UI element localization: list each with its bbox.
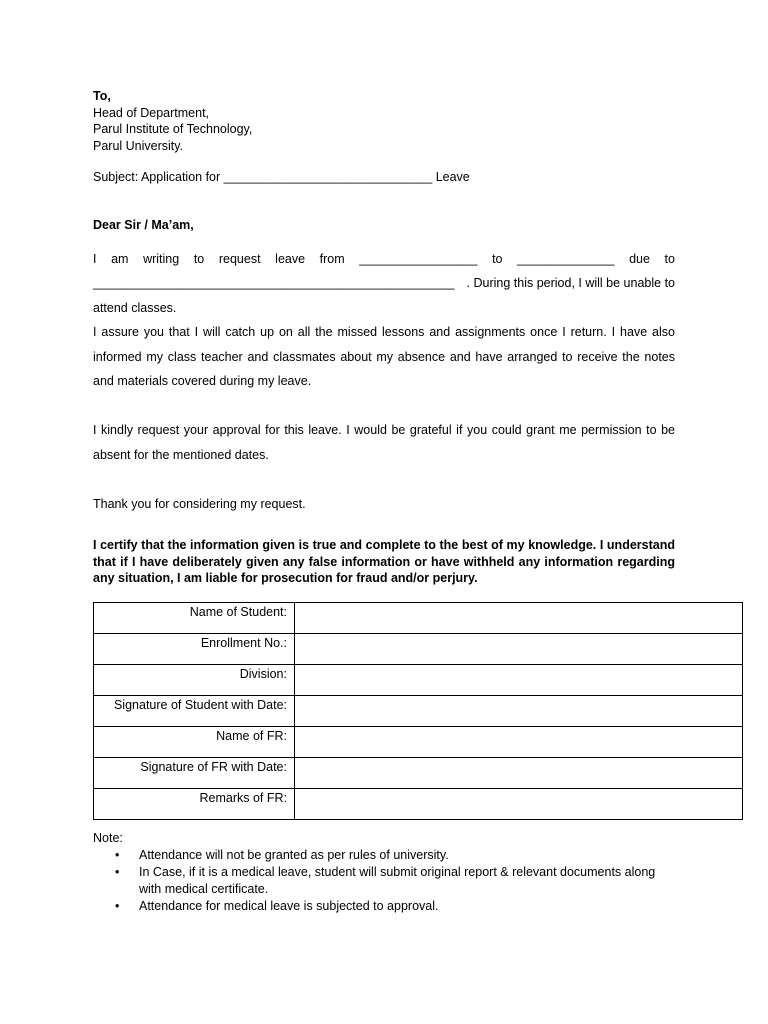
request-word: to	[193, 252, 205, 266]
certification-statement: I certify that the information given is true and complete to the best of my knowledge. I understand that if I have deliberately given any false information or have withheld any information regarding any situation, I am liable for prosecution for fraud and/or perjury.	[93, 538, 675, 585]
enrollment-no-field[interactable]	[295, 634, 743, 665]
student-details-table	[93, 602, 743, 820]
bullet-icon: •	[115, 899, 120, 913]
to-date-blank[interactable]: ______________	[517, 252, 615, 266]
request-word: am	[111, 252, 129, 266]
row-label: Remarks of FR:	[94, 789, 295, 820]
reason-tail: . During this period, I will be unable to	[466, 276, 675, 290]
table-row	[94, 789, 743, 820]
division-field[interactable]	[295, 665, 743, 696]
thanks-line: Thank you for considering my request.	[93, 497, 306, 511]
list-item	[115, 847, 675, 864]
salutation: Dear Sir / Ma’am,	[93, 218, 194, 232]
request-word: writing	[143, 252, 180, 266]
name-of-fr-field[interactable]	[295, 727, 743, 758]
name-of-student-field[interactable]	[295, 603, 743, 634]
request-word: request	[218, 252, 261, 266]
from-date-blank[interactable]: _________________	[359, 252, 478, 266]
approval-paragraph: I kindly request your approval for this leave. I would be grateful if you could grant me permission to be absent for the mentioned dates.	[93, 423, 675, 462]
table-row	[94, 696, 743, 727]
table-row	[94, 634, 743, 665]
row-label: Enrollment No.:	[94, 634, 295, 665]
reason-blank[interactable]: ____________________________________________________	[93, 276, 455, 290]
table-row	[94, 603, 743, 634]
bullet-icon: •	[115, 865, 120, 879]
table-row	[94, 665, 743, 696]
address-line-2: Parul Institute of Technology,	[93, 122, 253, 136]
table-row	[94, 727, 743, 758]
note-text: In Case, if it is a medical leave, student will submit original report & relevant documents along with medical certificate.	[139, 865, 656, 896]
note-text: Attendance for medical leave is subjected to approval.	[139, 899, 439, 913]
recipient-address	[93, 88, 252, 154]
address-to: To,	[93, 89, 111, 103]
address-line-1: Head of Department,	[93, 105, 210, 120]
subject-prefix: Subject: Application for	[93, 170, 221, 184]
request-word: to	[664, 252, 675, 266]
assurance-paragraph: I assure you that I will catch up on all the missed lessons and assignments once I return. I have also informed my class teacher and classmates about my absence and have arranged to receive the notes and materials covered during my leave.	[93, 325, 675, 388]
row-label: Name of Student:	[94, 603, 295, 634]
row-label: Signature of Student with Date:	[94, 696, 295, 727]
table-row	[94, 758, 743, 789]
list-item	[115, 864, 675, 898]
request-word: from	[319, 252, 345, 266]
attend-line: attend classes.	[93, 301, 177, 315]
request-line	[93, 251, 675, 267]
subject-line	[93, 170, 470, 184]
row-label: Division:	[94, 665, 295, 696]
remarks-of-fr-field[interactable]	[295, 789, 743, 820]
student-signature-field[interactable]	[295, 696, 743, 727]
row-label: Name of FR:	[94, 727, 295, 758]
reason-line	[93, 275, 675, 291]
request-word: to	[492, 252, 503, 266]
note-list	[115, 847, 675, 915]
fr-signature-field[interactable]	[295, 758, 743, 789]
bullet-icon: •	[115, 848, 120, 862]
list-item	[115, 898, 675, 915]
request-word: due	[629, 252, 650, 266]
request-word: I	[93, 252, 97, 266]
row-label: Signature of FR with Date:	[94, 758, 295, 789]
request-word: leave	[275, 252, 306, 266]
subject-suffix: Leave	[435, 170, 470, 184]
note-title: Note:	[93, 831, 123, 845]
note-text: Attendance will not be granted as per rules of university.	[139, 848, 449, 862]
address-line-3: Parul University.	[93, 138, 184, 153]
subject-blank[interactable]: ______________________________	[223, 170, 433, 184]
